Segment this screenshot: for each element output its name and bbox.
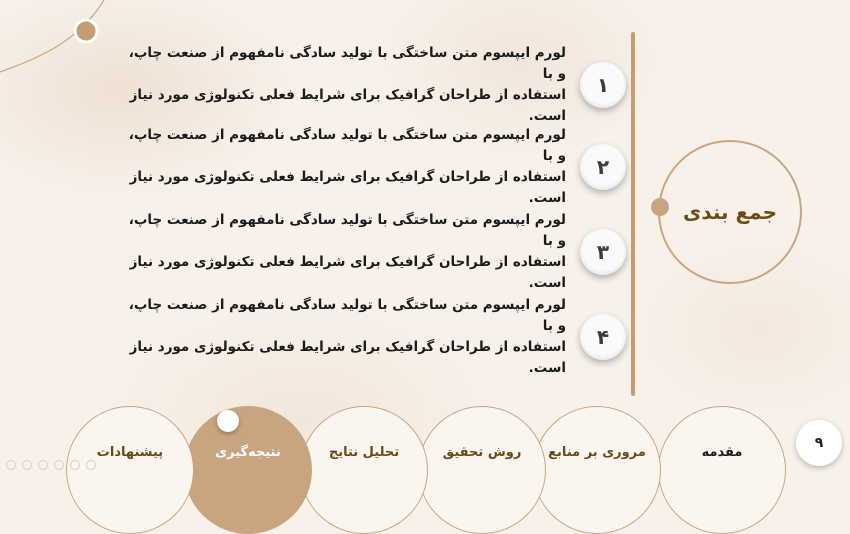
list-item-text: لورم ایپسوم متن ساختگی با تولید سادگی نامفهوم از صنعت چاپ، و با استفاده از طراحان گرافیک برای شرایط فعلی تکنولوژی مورد نیاز است.: [128, 127, 566, 206]
more-icon[interactable]: [86, 460, 96, 470]
page-number: ۹: [796, 420, 842, 466]
tab-research-method[interactable]: روش تحقیق: [418, 406, 546, 534]
menu-icon[interactable]: [54, 460, 64, 470]
active-tab-indicator: [217, 410, 239, 432]
slide-title: جمع بندی: [682, 200, 777, 224]
title-circle: [658, 140, 802, 284]
list-item-number: ۴: [580, 314, 626, 360]
tab-conclusion[interactable]: نتیجه‌گیری: [184, 406, 312, 534]
tab-literature-review[interactable]: مروری بر منابع: [533, 406, 661, 534]
title-connector-dot: [651, 198, 669, 216]
tab-results-analysis[interactable]: تحلیل نتایج: [300, 406, 428, 534]
list-item: [100, 127, 626, 206]
list-item: [100, 212, 626, 291]
zoom-icon[interactable]: [70, 460, 80, 470]
list-item-text: لورم ایپسوم متن ساختگی با تولید سادگی نامفهوم از صنعت چاپ، و با استفاده از طراحان گرافیک برای شرایط فعلی تکنولوژی مورد نیاز است.: [128, 297, 566, 376]
list-item: [100, 45, 626, 124]
list-item: [100, 297, 626, 376]
tab-suggestions[interactable]: پیشنهادات: [66, 406, 194, 534]
list-item-number: ۱: [580, 62, 626, 108]
pen-icon[interactable]: [38, 460, 48, 470]
section-nav: [0, 400, 850, 478]
tab-introduction[interactable]: مقدمه: [658, 406, 786, 534]
list-item-number: ۳: [580, 229, 626, 275]
list-item-text: لورم ایپسوم متن ساختگی با تولید سادگی نامفهوم از صنعت چاپ، و با استفاده از طراحان گرافیک برای شرایط فعلی تکنولوژی مورد نیاز است.: [128, 45, 566, 124]
prev-icon[interactable]: [6, 460, 16, 470]
list-item-number: ۲: [580, 144, 626, 190]
list-item-text: لورم ایپسوم متن ساختگی با تولید سادگی نامفهوم از صنعت چاپ، و با استفاده از طراحان گرافیک برای شرایط فعلی تکنولوژی مورد نیاز است.: [128, 212, 566, 291]
vertical-divider: [631, 32, 635, 396]
next-icon[interactable]: [22, 460, 32, 470]
